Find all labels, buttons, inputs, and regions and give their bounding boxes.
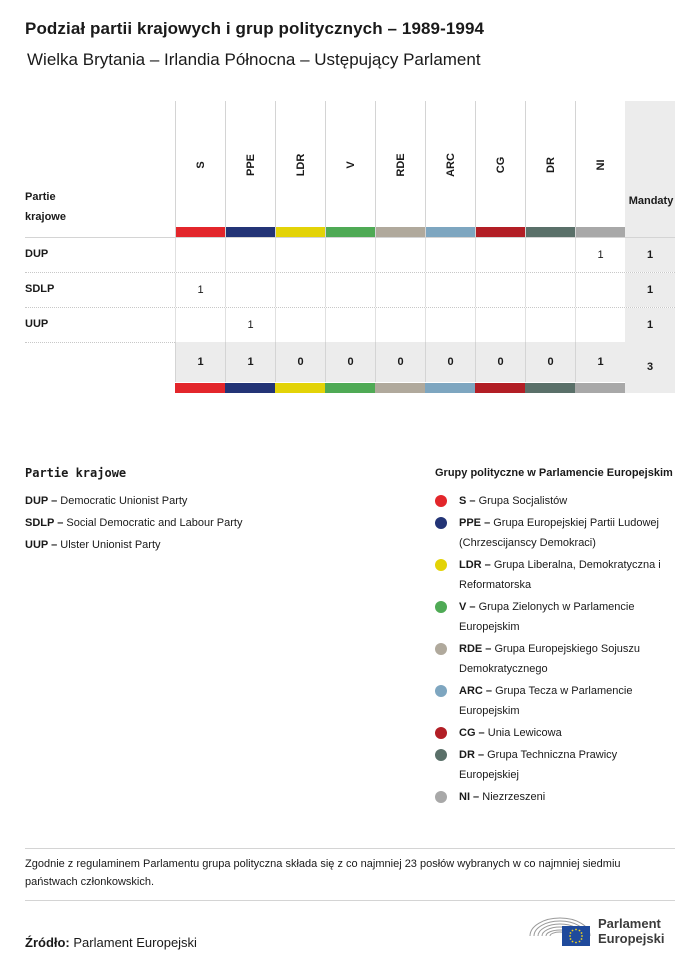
legend-party-name: Social Democratic and Labour Party [66, 517, 243, 529]
legend-parties [25, 466, 385, 556]
group-code: V [344, 161, 357, 169]
row-header-label: Partie krajowe [25, 191, 66, 223]
group-total: 0 [475, 342, 525, 382]
group-code: CG [494, 156, 507, 174]
seat-cell [175, 238, 225, 272]
page-subtitle: Wielka Brytania – Irlandia Północna – Ustępujący Parlament [27, 50, 481, 69]
legend-group-code: RDE – [459, 643, 492, 655]
seat-cell [575, 273, 625, 307]
group-color-bar [375, 383, 425, 393]
group-column-cg [475, 101, 525, 237]
note-divider-bottom [25, 900, 675, 901]
logo-line-2: Europejski [598, 931, 665, 946]
legend-party-code: UUP – [25, 539, 58, 551]
group-color-bar [326, 227, 376, 237]
legend-group-code: ARC – [459, 685, 493, 697]
seat-cell: 1 [575, 238, 625, 272]
legend-dot-icon [435, 643, 447, 655]
table-row [25, 272, 675, 307]
group-column-arc [425, 101, 475, 237]
legend-group-item [435, 597, 680, 637]
legend-dot-icon [435, 559, 447, 571]
mandates-header-label: Mandaty [628, 195, 674, 207]
legend-group-name: Niezrzeszeni [482, 791, 546, 803]
legend-group-code: LDR – [459, 559, 491, 571]
parliament-logo [528, 910, 678, 950]
seat-cell [475, 273, 525, 307]
legend-group-code: DR – [459, 749, 485, 761]
group-color-bar [176, 227, 226, 237]
source-value: Parlament Europejski [73, 935, 197, 950]
legend-party-name: Democratic Unionist Party [60, 495, 188, 507]
seat-cell [325, 273, 375, 307]
page-title: Podział partii krajowych i grup politycznych – 1989-1994 [25, 19, 485, 38]
group-color-bar [526, 227, 576, 237]
party-name: SDLP [25, 283, 55, 295]
legend-group-name: Grupa Socjalistów [478, 495, 568, 507]
seat-cell [475, 308, 525, 342]
group-total: 0 [375, 342, 425, 382]
legend-group-item [435, 491, 680, 511]
group-code: ARC [444, 153, 457, 177]
note-divider-top [25, 848, 675, 849]
group-color-bar [575, 383, 625, 393]
group-color-bar [175, 383, 225, 393]
seat-cell [425, 308, 475, 342]
mandates-header [625, 101, 675, 237]
group-color-bar [325, 383, 375, 393]
legend-party-name: Ulster Unionist Party [60, 539, 161, 551]
legend-group-item [435, 787, 680, 807]
logo-text [598, 916, 664, 946]
group-column-ppe [225, 101, 275, 237]
group-color-bar [425, 383, 475, 393]
legend-group-name: Grupa Zielonych w Parlamencie Europejskim [459, 601, 635, 633]
legend-dot-icon [435, 517, 447, 529]
legend-group-name: Grupa Techniczna Prawicy Europejskiej [459, 749, 618, 781]
group-total: 1 [175, 342, 225, 382]
legend-dot-icon [435, 727, 447, 739]
legend-party-item [25, 490, 385, 512]
legend-group-name: Grupa Europejskiego Sojuszu Demokratycznego [459, 643, 640, 675]
seat-cell [375, 273, 425, 307]
legend-dot-icon [435, 791, 447, 803]
source-line [25, 935, 197, 950]
group-column-dr [525, 101, 575, 237]
legend-group-item [435, 555, 680, 595]
legend-group-code: CG – [459, 727, 485, 739]
hemicycle-icon [528, 910, 594, 950]
legend-party-code: DUP – [25, 495, 58, 507]
group-color-bar [426, 227, 476, 237]
row-total: 1 [625, 273, 675, 307]
seat-cell [525, 273, 575, 307]
table-row [25, 237, 675, 272]
row-total: 1 [625, 308, 675, 342]
seat-cell [375, 308, 425, 342]
group-color-bar [225, 383, 275, 393]
group-total: 0 [325, 342, 375, 382]
legend-group-code: S – [459, 495, 476, 507]
group-total: 1 [225, 342, 275, 382]
legend-group-item [435, 513, 680, 553]
group-color-bar [275, 383, 325, 393]
legend-dot-icon [435, 749, 447, 761]
group-code: LDR [294, 153, 307, 177]
source-label: Źródło: [25, 935, 70, 950]
seat-cell [325, 308, 375, 342]
seat-cell [175, 308, 225, 342]
seat-cell [475, 238, 525, 272]
group-color-bar [476, 227, 526, 237]
legend-group-item [435, 639, 680, 679]
legend-group-item [435, 723, 680, 743]
group-column-rde [375, 101, 425, 237]
table-header [25, 101, 675, 237]
legend-dot-icon [435, 685, 447, 697]
table-row [25, 307, 675, 342]
party-name: DUP [25, 248, 49, 260]
group-color-bar [276, 227, 326, 237]
group-color-bar [226, 227, 276, 237]
grand-total: 3 [625, 342, 675, 393]
legend-group-name: Grupa Liberalna, Demokratyczna i Reformatorska [459, 559, 661, 591]
row-total: 1 [625, 238, 675, 272]
group-code: RDE [394, 153, 407, 177]
seat-cell [225, 273, 275, 307]
legend-party-item [25, 512, 385, 534]
party-name: UUP [25, 318, 49, 330]
seat-cell [275, 238, 325, 272]
legend-dot-icon [435, 495, 447, 507]
legend-groups-title: Grupy polityczne w Parlamencie Europejskim [435, 467, 673, 479]
seat-cell [425, 273, 475, 307]
group-color-bar [475, 383, 525, 393]
seat-cell [325, 238, 375, 272]
legend-group-name: Unia Lewicowa [487, 727, 562, 739]
legend-groups [435, 466, 680, 809]
totals-row [175, 342, 675, 393]
legend-parties-title: Partie krajowe [25, 466, 127, 480]
group-code: PPE [244, 153, 257, 177]
legend-group-name: Grupa Europejskiej Partii Ludowej (Chrzescijanscy Demokraci) [459, 517, 659, 549]
legend-group-name: Grupa Tecza w Parlamencie Europejskim [459, 685, 633, 717]
logo-line-1: Parlament [598, 916, 661, 931]
legend-group-code: V – [459, 601, 476, 613]
legend-dot-icon [435, 601, 447, 613]
group-total: 1 [575, 342, 625, 382]
group-color-bar [525, 383, 575, 393]
group-color-bar [376, 227, 426, 237]
seat-cell [525, 238, 575, 272]
group-code: DR [544, 157, 557, 173]
legend-group-item [435, 745, 680, 785]
legend-party-code: SDLP – [25, 517, 64, 529]
seat-cell: 1 [175, 273, 225, 307]
group-color-bar [576, 227, 626, 237]
seat-cell [275, 308, 325, 342]
footnote: Zgodnie z regulaminem Parlamentu grupa polityczna składa się z co najmniej 23 posłów wybranych w co najmniej siedmiu państwach członkowskich. [25, 858, 621, 888]
seat-cell [375, 238, 425, 272]
group-total: 0 [425, 342, 475, 382]
seat-cell [525, 308, 575, 342]
group-column-ni [575, 101, 625, 237]
totals-divider [25, 342, 175, 343]
legend-group-code: NI – [459, 791, 480, 803]
group-code: NI [594, 159, 607, 171]
legend-group-code: PPE – [459, 517, 491, 529]
group-total: 0 [275, 342, 325, 382]
group-column-s [175, 101, 225, 237]
legend-group-item [435, 681, 680, 721]
group-total: 0 [525, 342, 575, 382]
seat-cell: 1 [225, 308, 275, 342]
legend-party-item [25, 534, 385, 556]
group-column-ldr [275, 101, 325, 237]
seat-cell [225, 238, 275, 272]
seat-cell [275, 273, 325, 307]
seat-cell [575, 308, 625, 342]
seat-cell [425, 238, 475, 272]
group-code: S [194, 161, 207, 169]
group-column-v [325, 101, 375, 237]
